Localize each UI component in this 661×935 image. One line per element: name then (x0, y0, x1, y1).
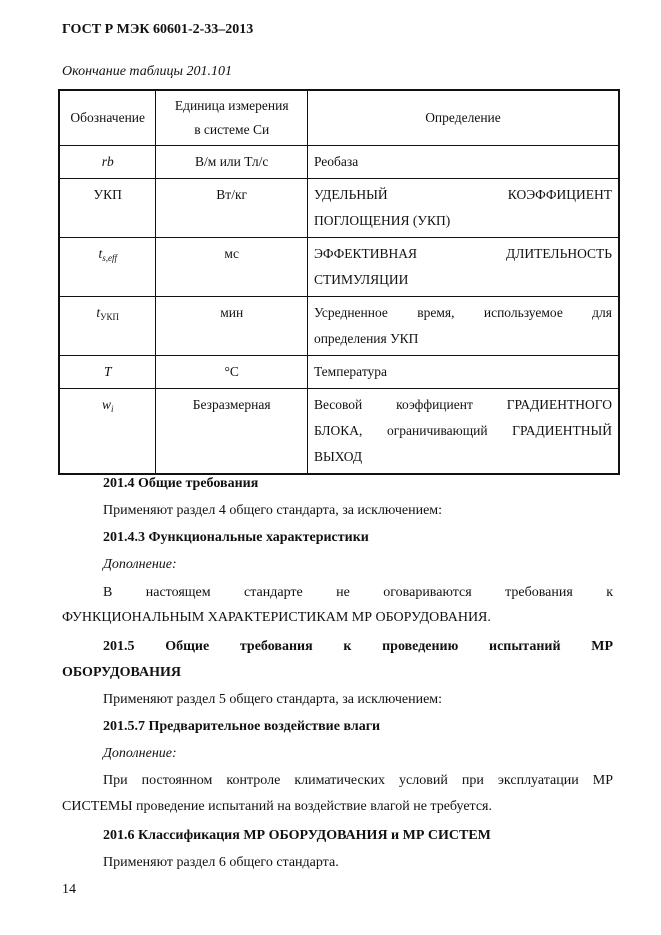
row-definition-line1: ЭФФЕКТИВНАЯ ДЛИТЕЛЬНОСТЬ (313, 246, 612, 261)
section-201-4-text: Применяют раздел 4 общего стандарта, за исключением: (103, 503, 443, 518)
section-201-5-title-line2: ОБОРУДОВАНИЯ (62, 665, 181, 680)
section-201-5-title-line1: 201.5 Общие требования к проведению испытаний МР (103, 639, 613, 654)
section-201-6-text: Применяют раздел 6 общего стандарта. (103, 855, 339, 870)
section-201-4-title: 201.4 Общие требования (103, 476, 259, 491)
row-unit: мин (156, 297, 308, 356)
table-row (59, 389, 619, 475)
section-201-4-3-text-line2: ФУНКЦИОНАЛЬНЫМ ХАРАКТЕРИСТИКАМ МР ОБОРУДОВАНИЯ. (62, 610, 491, 625)
section-201-5-7-text-line2: СИСТЕМЫ проведение испытаний на воздействие влагой не требуется. (62, 799, 492, 814)
row-definition-line1: Весовой коэффициент ГРАДИЕНТНОГО (313, 397, 612, 412)
row-definition-line1: УДЕЛЬНЫЙ КОЭФФИЦИЕНТ (313, 187, 612, 202)
row-definition (307, 238, 619, 297)
row-definition-line2: ПОГЛОЩЕНИЯ (УКП) (313, 213, 451, 228)
table-header-row (59, 90, 619, 146)
row-definition-line2: СТИМУЛЯЦИИ (313, 272, 409, 287)
row-definition-line2: определения УКП (313, 331, 419, 346)
row-definition: Температура (307, 356, 619, 389)
table-row (59, 146, 619, 179)
header-unit (156, 90, 308, 146)
row-symbol: $t_{s,eff}$ (59, 238, 156, 297)
row-unit: В/м или Тл/с (156, 146, 308, 179)
row-unit: мс (156, 238, 308, 297)
row-symbol: T (59, 356, 156, 389)
header-unit-line1: Единица измерения (174, 98, 289, 113)
header-designation: Обозначение (59, 90, 156, 146)
header-definition: Определение (307, 90, 619, 146)
table-caption: Окончание таблицы 201.101 (62, 64, 232, 79)
section-201-4-3-addition: Дополнение: (103, 557, 177, 572)
table-row (59, 356, 619, 389)
definitions-table (58, 89, 620, 475)
header-unit-line2: в системе Си (194, 122, 270, 137)
section-201-5-text: Применяют раздел 5 общего стандарта, за исключением: (103, 692, 443, 707)
section-201-4-3-title: 201.4.3 Функциональные характеристики (103, 530, 369, 545)
row-definition (307, 179, 619, 238)
row-definition (307, 297, 619, 356)
row-symbol: УКП (59, 179, 156, 238)
section-201-5-7-text-line1: При постоянном контроле климатических условий при эксплуатации МР (103, 773, 613, 788)
row-unit: °C (156, 356, 308, 389)
row-definition: Реобаза (307, 146, 619, 179)
row-definition-line2: ВЫХОД (313, 449, 363, 464)
table-row (59, 238, 619, 297)
section-201-4-3-text-line1: В настоящем стандарте не оговариваются требования к (103, 585, 613, 600)
section-201-5-7-title: 201.5.7 Предварительное воздействие влаги (103, 719, 381, 734)
section-201-5-7-addition: Дополнение: (103, 746, 177, 761)
row-definition (307, 389, 619, 475)
row-unit: Безразмерная (156, 389, 308, 475)
row-definition-line1b: БЛОКА, ограничивающий ГРАДИЕНТНЫЙ (313, 423, 612, 438)
table-row (59, 179, 619, 238)
section-201-6-title: 201.6 Классификация МР ОБОРУДОВАНИЯ и МР СИСТЕМ (103, 828, 491, 843)
row-unit: Вт/кг (156, 179, 308, 238)
row-symbol: $t_{УКП}$ (59, 297, 156, 356)
row-symbol: rb (59, 146, 156, 179)
document-header: ГОСТ Р МЭК 60601-2-33–2013 (62, 22, 254, 37)
table-row (59, 297, 619, 356)
row-definition-line1: Усредненное время, используемое для (313, 305, 612, 320)
row-symbol: $w_i$ (59, 389, 156, 475)
page-number: 14 (62, 882, 76, 897)
